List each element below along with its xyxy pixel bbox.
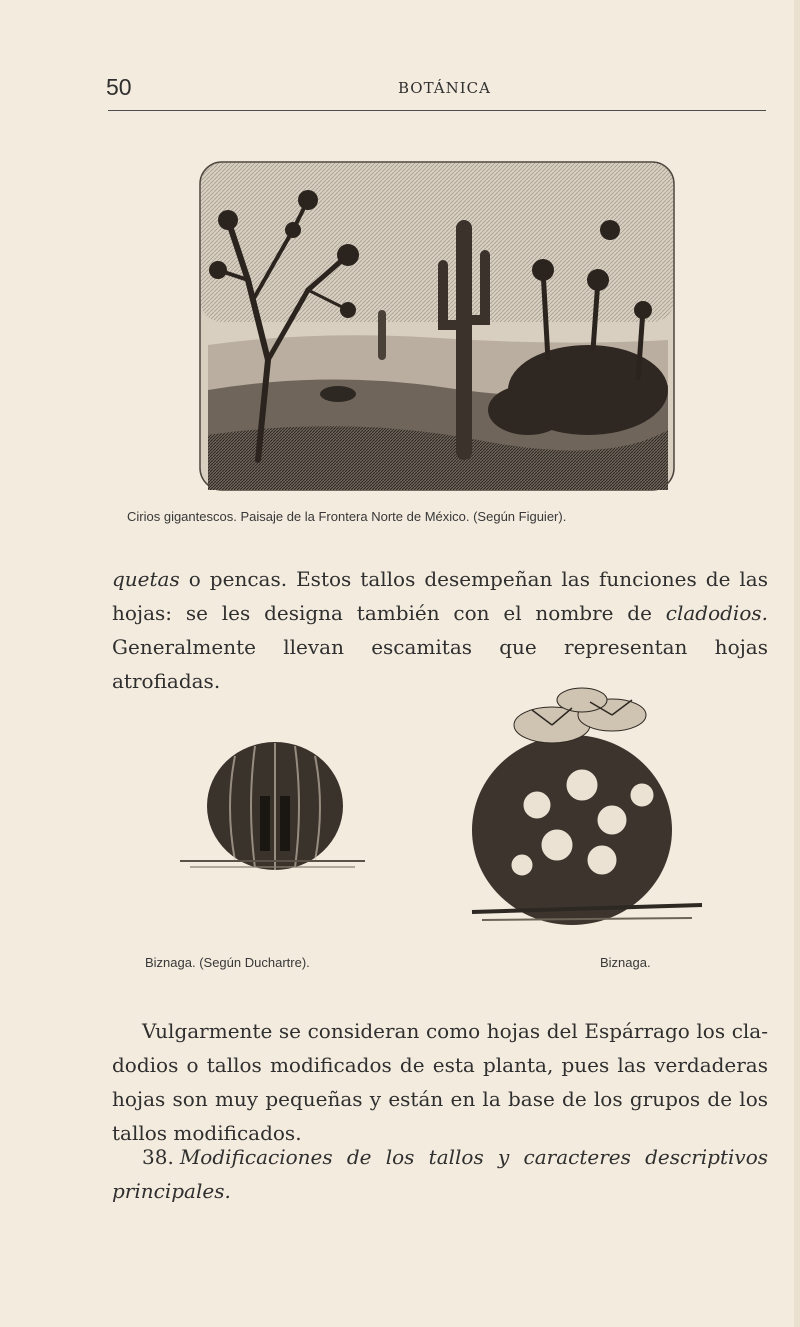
figure-caption: Biznaga. (Según Duchartre). (145, 955, 310, 970)
barrel-cactus-engraving (175, 736, 370, 876)
page-edge (794, 0, 800, 1327)
section-title: Modificaciones de los tallos y caracteres descriptivos principales. (112, 1145, 768, 1203)
cactus-desert-landscape-engraving (198, 160, 676, 492)
text-span: Generalmente llevan escamitas que representan hojas atrofiadas. (112, 635, 768, 693)
italic-term: cladodios. (665, 601, 768, 625)
body-paragraph: Vulgarmente se consideran como hojas del Espárrago los cladodios o tallos modificados de esta planta, pues las verdaderas hojas son muy pequeñas y están en la base de los grupos de los tallos modificados. (112, 1019, 768, 1145)
italic-term: quetas (112, 567, 180, 591)
flowering-cactus-engraving (462, 680, 712, 935)
figure-caption: Biznaga. (600, 955, 651, 970)
body-paragraph (112, 562, 768, 698)
section-heading (112, 1140, 768, 1208)
header-rule (108, 110, 766, 111)
page-number: 50 (106, 74, 132, 100)
section-number: 38. (142, 1145, 174, 1169)
running-title: BOTÁNICA (398, 79, 491, 97)
text-span: o pencas. Estos tallos desempeñan las funciones de las hojas: se les designa también con el nombre de (112, 567, 768, 625)
figure-caption: Cirios gigantescos. Paisaje de la Frontera Norte de México. (Según Figuier). (127, 509, 567, 524)
